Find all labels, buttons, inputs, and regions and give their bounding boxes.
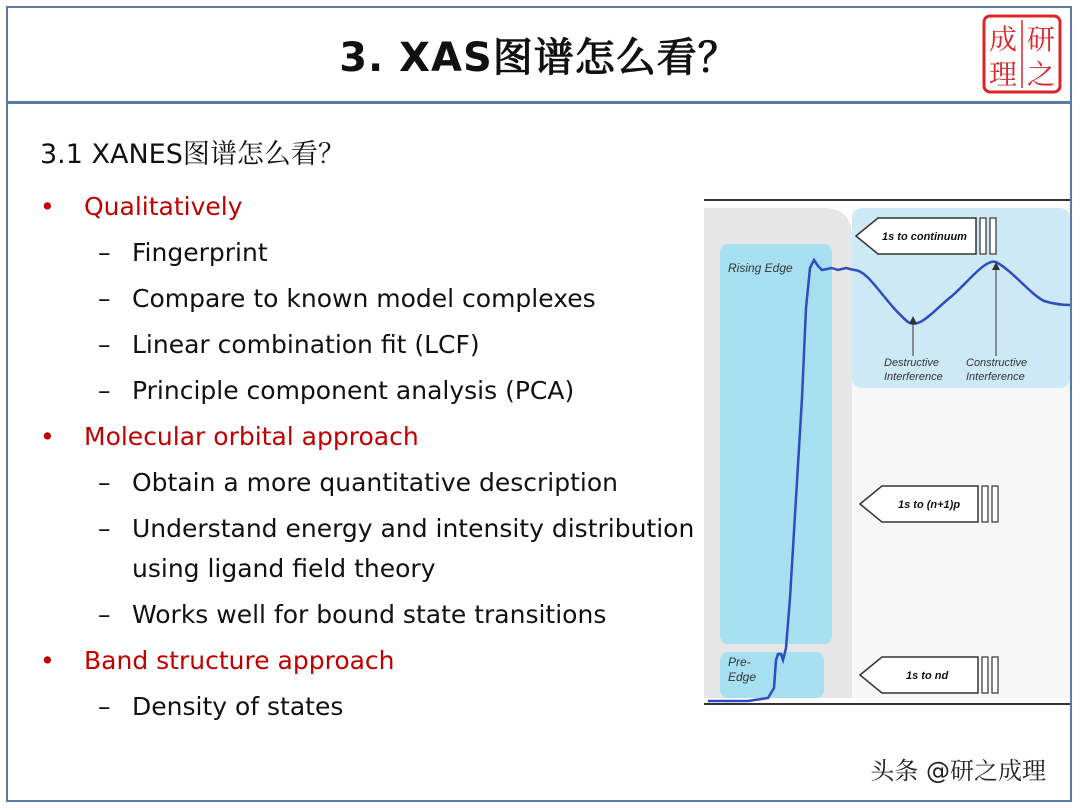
watermark: 头条 @研之成理 bbox=[870, 757, 1046, 785]
dash-icon: – bbox=[98, 330, 111, 359]
xanes-figure bbox=[704, 198, 1070, 708]
arrow-np-label: 1s to (n+1)p bbox=[898, 499, 961, 511]
section-subtitle: 3.1 XANES图谱怎么看？ bbox=[40, 139, 345, 170]
bullet-dot-icon: • bbox=[40, 422, 55, 451]
arrow-np bbox=[860, 486, 998, 522]
arrow-continuum bbox=[856, 218, 996, 254]
dash-icon: – bbox=[98, 692, 111, 721]
seal-char-4: 之 bbox=[1026, 58, 1056, 91]
page-title: 3. XAS图谱怎么看？ bbox=[339, 35, 739, 81]
header bbox=[8, 8, 1070, 104]
dash-icon: – bbox=[98, 468, 111, 497]
destructive-label-2: Interference bbox=[884, 371, 943, 383]
seal-char-1: 成 bbox=[988, 23, 1018, 56]
constructive-label-2: Interference bbox=[966, 371, 1025, 383]
dash-icon: – bbox=[98, 376, 111, 405]
arrow-nd bbox=[860, 657, 998, 693]
seal-char-3: 理 bbox=[988, 58, 1018, 91]
pre-edge-label: Pre- bbox=[728, 655, 751, 669]
rising-edge-panel bbox=[720, 244, 832, 644]
seal-char-2: 研 bbox=[1026, 23, 1056, 56]
slide: 3. XAS图谱怎么看？ 成 研 理 之 3.1 XANES图谱怎么看？ • Qualitatively – Fingerprint – Compare to known model complexes – Linear combination fit (LCF) – Principle component analysis (PCA) • Molecular orbital approach – Obtain a more quantitative description – Understand energy and intensity distribution using ligand field theory – Works well for bound state transitions • Band structure approach – Density of states Rising Edge Pre- Edge 1s to continuum Destructive Interference Constructive Interference 1s to (n+1)p 1s to nd 头条 @研之成理 bbox=[6, 6, 1072, 802]
dash-icon: – bbox=[98, 600, 111, 629]
rising-edge-label: Rising Edge bbox=[728, 261, 793, 275]
dash-icon: – bbox=[98, 238, 111, 267]
destructive-label: Destructive bbox=[884, 357, 940, 369]
bullet-dot-icon: • bbox=[40, 646, 55, 675]
pre-edge-label-2: Edge bbox=[728, 670, 757, 684]
arrow-nd-label: 1s to nd bbox=[906, 670, 949, 682]
constructive-label: Constructive bbox=[966, 357, 1028, 369]
dash-icon: – bbox=[98, 284, 111, 313]
dash-icon: – bbox=[98, 514, 111, 543]
seal-logo bbox=[982, 14, 1062, 94]
arrow-continuum-label: 1s to continuum bbox=[882, 231, 967, 243]
bullet-dot-icon: • bbox=[40, 192, 55, 221]
